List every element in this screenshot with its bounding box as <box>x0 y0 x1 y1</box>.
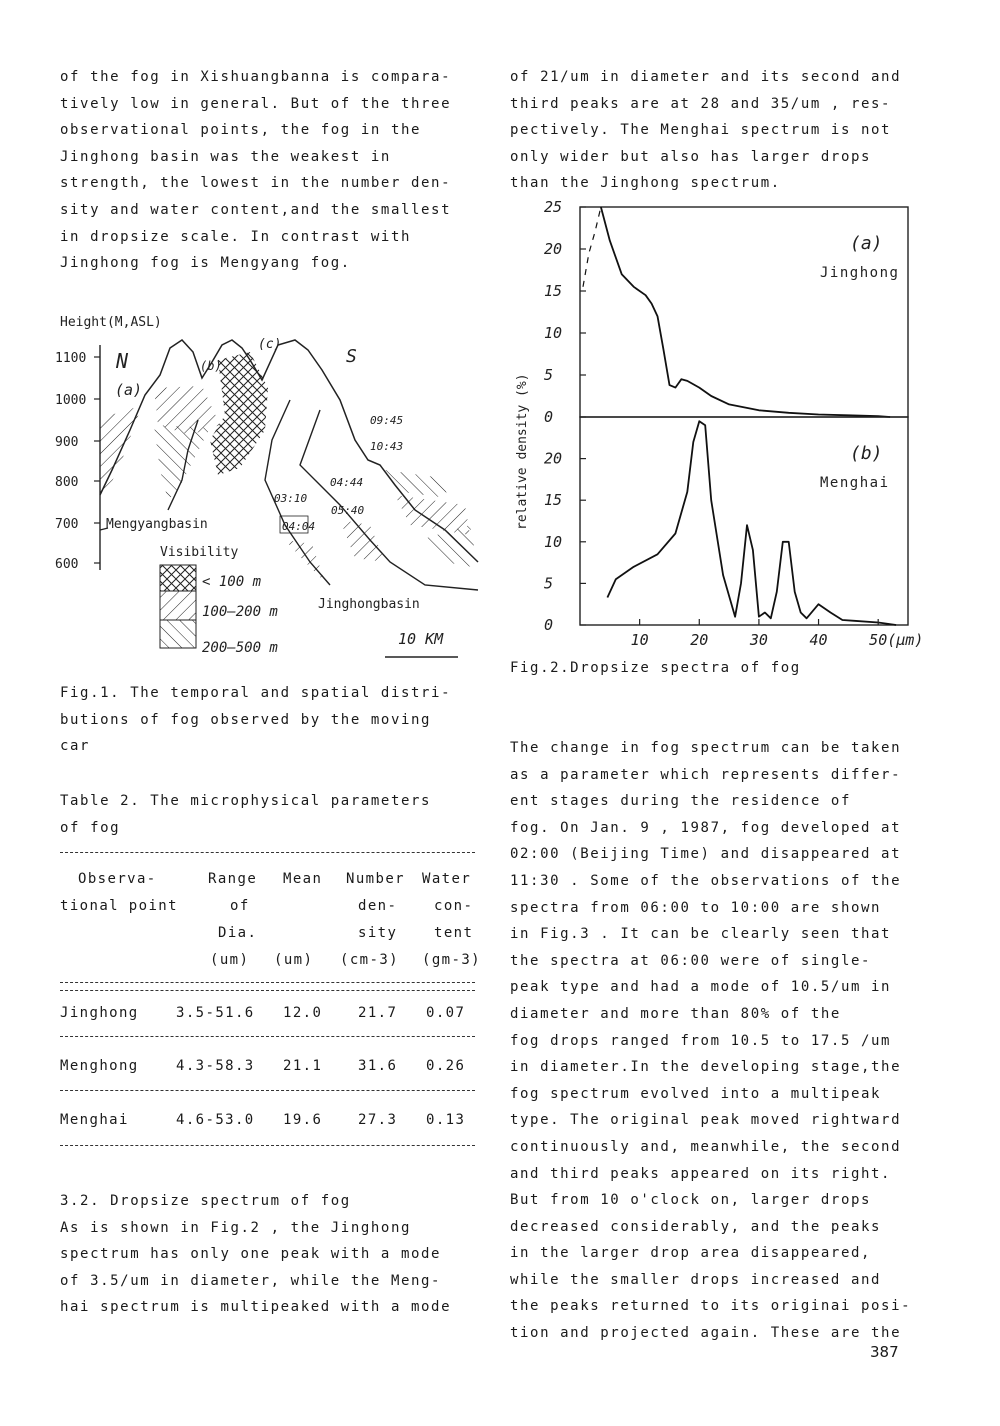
right-body-paragraph <box>510 735 925 1347</box>
text-line: in Fig.3 . It can be clearly seen that <box>510 926 892 943</box>
panel-menghai <box>544 417 908 634</box>
x-tick-label: 10 <box>630 631 649 649</box>
jinghong-basin-label: Jinghongbasin <box>318 597 420 612</box>
cell-number-density: 21.7 <box>358 1005 398 1021</box>
text-line: butions of fog observed by the moving <box>60 711 432 728</box>
fig1-y-tick: 700 <box>55 517 79 532</box>
page-number: 387 <box>870 1343 899 1361</box>
text-line: sity and water content,and the smallest <box>60 201 452 218</box>
header-mean: (um) <box>274 952 314 968</box>
time-mark: 10:43 <box>370 440 404 453</box>
y-tick-label: 20 <box>544 449 563 468</box>
text-line: decreased considerably, and the peaks <box>510 1218 882 1235</box>
text-line: while the smaller drops increased and <box>510 1271 882 1288</box>
text-line: fog. On Jan. 9 , 1987, fog developed at <box>510 819 902 836</box>
cell-number-density: 31.6 <box>358 1058 398 1074</box>
text-line: spectrum has only one peak with a mode <box>60 1246 442 1263</box>
text-line: 02:00 (Beijing Time) and disappeared at <box>510 846 902 863</box>
header-water-content: (gm-3) <box>422 952 481 968</box>
text-line: diameter and more than 80% of the <box>510 1005 841 1022</box>
south-label: S <box>346 346 357 367</box>
text-line: and third peaks appeared on its right. <box>510 1165 892 1182</box>
mengyang-basin-label: Mengyangbasin <box>106 517 208 532</box>
text-line: of the fog in Xishuangbanna is compara- <box>60 69 452 85</box>
header-number-density: Number <box>346 871 405 887</box>
table-rule <box>60 990 475 991</box>
cell-water-content: 0.07 <box>426 1005 466 1021</box>
cell-water-content: 0.26 <box>426 1058 466 1074</box>
y-tick-label: 10 <box>544 532 563 551</box>
text-line: tively low in general. But of the three <box>60 95 452 112</box>
fig1-y-tick: 1100 <box>55 351 87 366</box>
y-tick-label: 5 <box>544 574 554 593</box>
header-range: Dia. <box>218 925 258 941</box>
legend-label: 100—200 m <box>202 604 278 620</box>
x-tick-label: 30 <box>749 631 768 649</box>
text-line: Jinghong basin was the weakest in <box>60 148 391 165</box>
y-tick-label: 15 <box>544 491 563 510</box>
fig1-y-tick: 900 <box>55 435 79 450</box>
time-mark: 09:45 <box>370 414 404 427</box>
text-line: Jinghong fog is Mengyang fog. <box>60 255 351 272</box>
fog-region-b <box>154 425 210 500</box>
header-number-density: sity <box>358 925 398 941</box>
panel-jinghong <box>544 198 908 426</box>
table-rule <box>60 1090 475 1091</box>
series-line-jinghong <box>601 207 890 417</box>
cell-point: Jinghong <box>60 1005 139 1021</box>
cell-point: Menghai <box>60 1112 129 1128</box>
cell-mean: 19.6 <box>283 1112 323 1128</box>
fig2-caption: Fig.2.Dropsize spectra of fog <box>510 660 801 676</box>
header-number-density: den- <box>358 898 398 914</box>
text-line: tion and projected again. These are the <box>510 1325 902 1342</box>
header-mean: Mean <box>283 871 323 887</box>
y-tick-label: 10 <box>544 324 563 342</box>
text-line: observational points, the fog in the <box>60 122 422 139</box>
fog-region-e <box>340 520 385 562</box>
scale-bar-label: 10 KM <box>398 630 444 648</box>
time-mark: 03:10 <box>274 492 308 505</box>
cell-mean: 12.0 <box>283 1005 323 1021</box>
text-line: The change in fog spectrum can be taken <box>510 740 902 756</box>
header-range: of <box>230 898 250 914</box>
header-point: tional point <box>60 898 178 914</box>
north-label: N <box>116 349 129 373</box>
y-tick-label: 0 <box>544 616 554 634</box>
fig1-y-tick: 1000 <box>55 393 87 408</box>
table-rule <box>60 1145 475 1146</box>
mark-a: (a) <box>115 381 143 399</box>
cell-number-density: 27.3 <box>358 1112 398 1128</box>
header-point: Observa- <box>78 871 157 887</box>
fig1-y-tick: 600 <box>55 557 79 572</box>
text-line: of 21/um in diameter and its second and <box>510 69 902 85</box>
text-line: as a parameter which represents differ- <box>510 766 902 783</box>
text-line: fog spectrum evolved into a multipeak <box>510 1085 882 1102</box>
header-water-content: Water <box>422 871 472 887</box>
table-rule <box>60 982 475 983</box>
cell-water-content: 0.13 <box>426 1112 466 1128</box>
x-tick-label: 20 <box>690 631 709 649</box>
mark-b: (b) <box>200 359 222 373</box>
header-number-density: (cm-3) <box>340 952 399 968</box>
text-line: than the Jinghong spectrum. <box>510 175 781 192</box>
text-line: third peaks are at 28 and 35/um , res- <box>510 95 892 112</box>
legend-label: 200—500 m <box>202 640 278 656</box>
text-line: car <box>60 738 91 755</box>
fog-region-h <box>420 525 478 568</box>
text-line: But from 10 o'clock on, larger drops <box>510 1192 872 1209</box>
y-tick-label: 20 <box>544 240 563 258</box>
right-top-paragraph <box>510 64 925 197</box>
text-line: in the larger drop area disappeared, <box>510 1245 872 1262</box>
text-line: spectra from 06:00 to 10:00 are shown <box>510 899 882 916</box>
text-line: continuously and, meanwhile, the second <box>510 1138 902 1155</box>
text-line: 11:30 . Some of the observations of the <box>510 872 902 889</box>
fig1-caption <box>60 680 475 760</box>
legend-swatch-hatch <box>160 591 196 620</box>
time-mark: 04:04 <box>282 520 316 533</box>
text-line: Table 2. The microphysical parameters <box>60 793 432 809</box>
text-line: ent stages during the residence of <box>510 793 851 810</box>
y-tick-label: 15 <box>544 282 563 300</box>
text-line: the spectra at 06:00 were of single- <box>510 952 872 969</box>
text-line: hai spectrum is multipeaked with a mode <box>60 1299 452 1316</box>
panel-name: Jinghong <box>820 265 900 281</box>
section-heading: 3.2. Dropsize spectrum of fog <box>60 1193 351 1209</box>
header-water-content: con- <box>434 898 474 914</box>
table2-title <box>60 788 475 841</box>
intro-paragraph <box>60 64 475 277</box>
fig1-y-tick: 800 <box>55 475 79 490</box>
cell-range: 4.6-53.0 <box>176 1112 255 1128</box>
header-range: Range <box>208 871 258 887</box>
legend-swatch-cross <box>160 565 196 591</box>
table-rule <box>60 1036 475 1037</box>
cell-range: 3.5-51.6 <box>176 1005 255 1021</box>
x-tick-label: 50(μm) <box>869 631 924 649</box>
text-line: peak type and had a mode of 10.5/um in <box>510 979 892 996</box>
text-line: As is shown in Fig.2 , the Jinghong <box>60 1219 412 1236</box>
time-mark: 04:44 <box>330 476 364 489</box>
visibility-label: Visibility <box>160 545 239 560</box>
panel-label: (a) <box>850 233 883 254</box>
x-tick-label: 40 <box>809 631 828 649</box>
cell-mean: 21.1 <box>283 1058 323 1074</box>
section-3-2 <box>60 1188 475 1321</box>
text-line: strength, the lowest in the number den- <box>60 175 452 192</box>
legend-label: < 100 m <box>202 574 262 590</box>
text-line: fog drops ranged from 10.5 to 17.5 /um <box>510 1032 892 1049</box>
text-line: of fog <box>60 819 121 836</box>
cell-point: Menghong <box>60 1058 139 1074</box>
panel-name: Menghai <box>820 475 890 491</box>
legend-swatch-hatch-reverse <box>160 620 196 648</box>
cell-range: 4.3-58.3 <box>176 1058 255 1074</box>
text-line: type. The original peak moved rightward <box>510 1112 902 1129</box>
mark-c: (c) <box>258 337 282 352</box>
text-line: only wider but also has larger drops <box>510 148 872 165</box>
header-water-content: tent <box>434 925 474 941</box>
panel-label: (b) <box>850 443 883 464</box>
text-line: of 3.5/um in diameter, while the Meng- <box>60 1272 442 1289</box>
header-range: (um) <box>210 952 250 968</box>
time-mark: 05:40 <box>331 504 365 517</box>
table-rule <box>60 852 475 853</box>
text-line: pectively. The Menghai spectrum is not <box>510 122 892 139</box>
figure-1 <box>50 300 490 680</box>
y-tick-label: 25 <box>544 198 563 216</box>
fig2-y-axis-label: relative density (%) <box>515 373 530 530</box>
text-line: Fig.1. The temporal and spatial distri- <box>60 685 452 701</box>
y-tick-label: 0 <box>544 408 554 426</box>
y-tick-label: 5 <box>544 366 554 384</box>
series-line-jinghong <box>583 207 601 287</box>
text-line: in diameter.In the developing stage,the <box>510 1059 902 1076</box>
text-line: the peaks returned to its originai posi- <box>510 1298 912 1315</box>
text-line: in dropsize scale. In contrast with <box>60 228 412 245</box>
fig1-y-axis-label: Height(M,ASL) <box>60 315 162 330</box>
fog-region-d <box>285 540 325 582</box>
figure-2-chart <box>500 195 940 665</box>
